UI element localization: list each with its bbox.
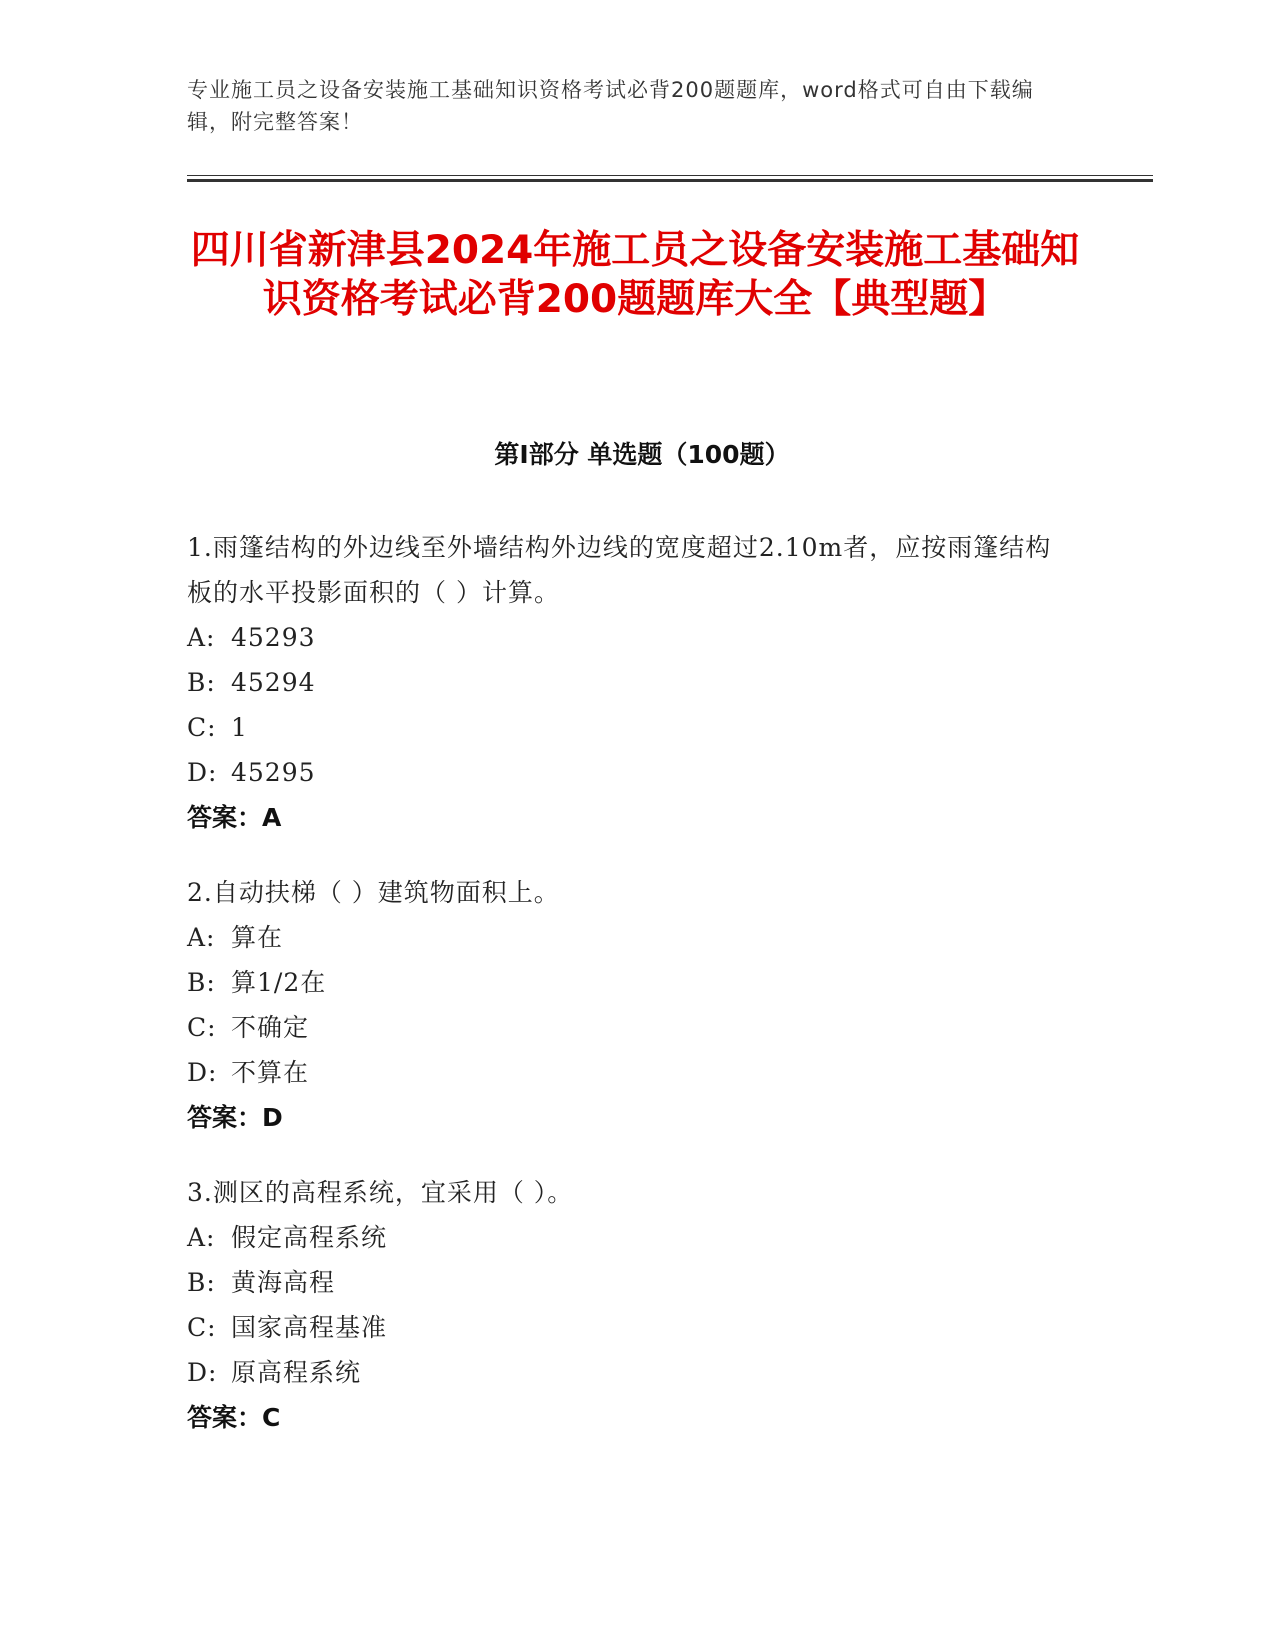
option-a [187, 915, 1067, 960]
answer-line: 答案：D [187, 1103, 283, 1132]
option-letter: C: [187, 1013, 217, 1042]
option-b [187, 1260, 1067, 1305]
header-divider-thin [187, 175, 1153, 176]
question-2 [187, 870, 1067, 1140]
question-stem: 1.雨篷结构的外边线至外墙结构外边线的宽度超过2.10m者，应按雨篷结构板的水平投影面积的（ ）计算。 [187, 533, 1052, 607]
document-title: 四川省新津县2024年施工员之设备安装施工基础知识资格考试必背200题题库大全【典型题】 [190, 228, 1080, 322]
question-list [187, 525, 1067, 1470]
header-divider-thick [187, 179, 1153, 182]
option-text: 国家高程基准 [231, 1313, 388, 1342]
option-letter: D: [187, 1058, 218, 1087]
question-1 [187, 525, 1067, 840]
option-d [187, 750, 1067, 795]
answer-line: 答案：A [187, 803, 282, 832]
option-letter: C: [187, 713, 217, 742]
option-b [187, 960, 1067, 1005]
option-letter: B: [187, 968, 216, 997]
option-c [187, 705, 1067, 750]
option-letter: C: [187, 1313, 217, 1342]
option-d [187, 1050, 1067, 1095]
option-a [187, 615, 1067, 660]
option-letter: B: [187, 668, 216, 697]
option-c [187, 1305, 1067, 1350]
option-text: 不确定 [231, 1013, 310, 1042]
option-b [187, 660, 1067, 705]
option-text: 假定高程系统 [231, 1223, 388, 1252]
option-letter: A: [187, 923, 216, 952]
option-letter: A: [187, 623, 216, 652]
question-3 [187, 1170, 1067, 1440]
option-text: 不算在 [231, 1058, 310, 1087]
option-text: 45295 [231, 758, 316, 787]
option-text: 算1/2在 [231, 968, 327, 997]
option-text: 45294 [231, 668, 316, 697]
option-text: 45293 [231, 623, 316, 652]
option-a [187, 1215, 1067, 1260]
section-heading: 第Ⅰ部分 单选题（100题） [494, 440, 790, 469]
option-text: 原高程系统 [231, 1358, 362, 1387]
question-stem: 2.自动扶梯（ ）建筑物面积上。 [187, 878, 560, 907]
option-text: 黄海高程 [231, 1268, 336, 1297]
answer-line: 答案：C [187, 1403, 281, 1432]
option-text: 算在 [231, 923, 284, 952]
option-letter: A: [187, 1223, 216, 1252]
option-c [187, 1005, 1067, 1050]
option-letter: D: [187, 758, 218, 787]
question-stem: 3.测区的高程系统，宜采用（ ）。 [187, 1178, 574, 1207]
option-d [187, 1350, 1067, 1395]
option-letter: D: [187, 1358, 218, 1387]
option-text: 1 [231, 713, 248, 742]
header-note: 专业施工员之设备安装施工基础知识资格考试必背200题题库，word格式可自由下载编辑，附完整答案！ [187, 78, 1034, 134]
option-letter: B: [187, 1268, 216, 1297]
